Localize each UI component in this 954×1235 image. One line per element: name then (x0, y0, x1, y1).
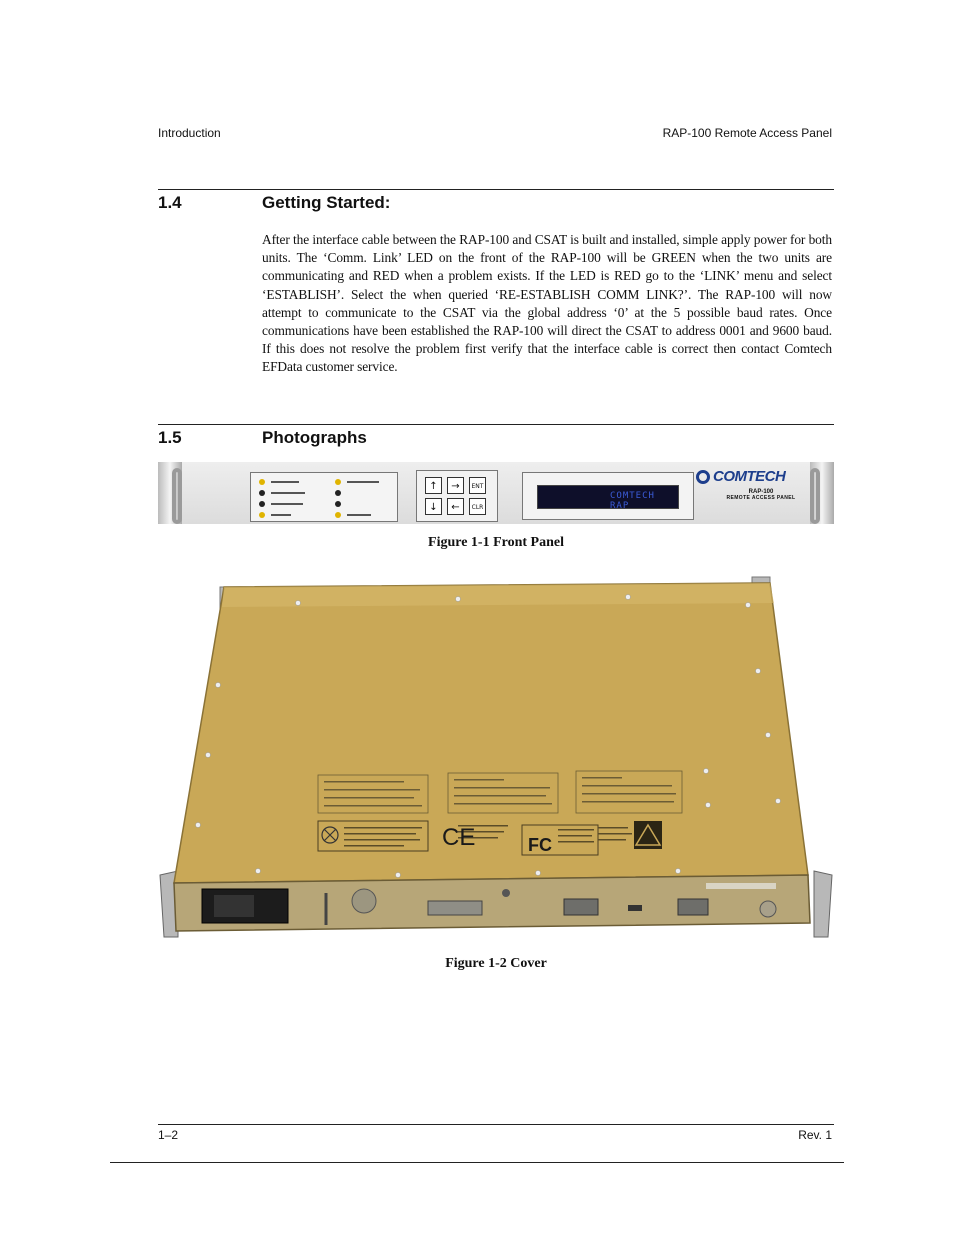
cover-illustration (158, 575, 834, 947)
running-header-right: RAP-100 Remote Access Panel (662, 126, 832, 140)
vfd-display-panel (522, 472, 694, 520)
cover-photo (158, 575, 834, 947)
fan-icon (352, 889, 376, 913)
section-14-body: After the interface cable between the RAP-100 and CSAT is built and installed, simple apply power for both units. The ‘Comm. Link’ LED on the front of the RAP-100 will be GREEN when the two units are communicating and RED when a problem exists. If the LED is RED go to the ‘LINK’ menu and select ‘ESTABLISH’. Select the when queried ‘RE-ESTABLISH COMM LINK?’. The RAP-100 will now attempt to communicate to the CSAT via the global address ‘0’ at the 5 possible baud rates. Once communications have been established the RAP-100 will direct the CSAT to address 0001 and 9600 baud. If this does not resolve the problem first verify that the interface cable is correct then contact Comtech EFData customer service. (262, 232, 832, 375)
page-number: 1–2 (158, 1128, 179, 1142)
section-15-rule (158, 424, 834, 425)
ground-lug-icon (502, 889, 510, 897)
keypad (416, 470, 498, 522)
serial-label (706, 883, 776, 889)
comtech-logo-icon (696, 470, 710, 484)
section-14-title: Getting Started: (262, 193, 391, 212)
led-transmit-traffic (259, 490, 265, 496)
revision: Rev. 1 (798, 1128, 832, 1142)
page-bottom-rule (110, 1162, 844, 1163)
led-unit-status (259, 479, 265, 485)
brand-block (696, 468, 806, 501)
figure-1-caption: Figure 1-1 Front Panel (428, 535, 564, 550)
vfd-display-text: COMTECH RAP (610, 491, 655, 511)
fan-icon-2 (760, 901, 776, 917)
db9-connector-2 (678, 899, 708, 915)
right-handle (810, 468, 820, 524)
up-key-icon: ↑ (425, 477, 442, 494)
vfd-display (537, 485, 679, 509)
section-15-title: Photographs (262, 428, 367, 447)
ce-mark: CE (442, 824, 476, 851)
right-key-icon: → (447, 477, 464, 494)
fcc-mark: FC (528, 835, 552, 855)
section-15-number: 1.5 (158, 428, 182, 447)
led-comm-link (335, 512, 341, 518)
usb-port (628, 905, 642, 911)
figure-2-caption: Figure 1-2 Cover (445, 956, 547, 971)
db25-connector (428, 901, 482, 915)
led-blank-2 (335, 501, 341, 507)
brand-name: COMTECH (713, 468, 786, 485)
led-blank-1 (335, 490, 341, 496)
model-label: RAP-100 (748, 489, 774, 495)
left-key-icon: ← (447, 498, 464, 515)
left-handle (172, 468, 182, 524)
section-14-number: 1.4 (158, 193, 182, 212)
led-stored-event (335, 479, 341, 485)
clr-key: CLR (469, 498, 486, 515)
running-header-left: Introduction (158, 126, 221, 140)
led-receive-traffic (259, 501, 265, 507)
model-subtitle: REMOTE ACCESS PANEL (726, 495, 796, 501)
down-key-icon: ↓ (425, 498, 442, 515)
db9-connector-1 (564, 899, 598, 915)
section-14-rule (158, 189, 834, 190)
ent-key: ENT (469, 477, 486, 494)
footer-rule (158, 1124, 834, 1125)
led-online (259, 512, 265, 518)
status-led-panel (250, 472, 398, 522)
front-panel-photo (158, 462, 834, 524)
